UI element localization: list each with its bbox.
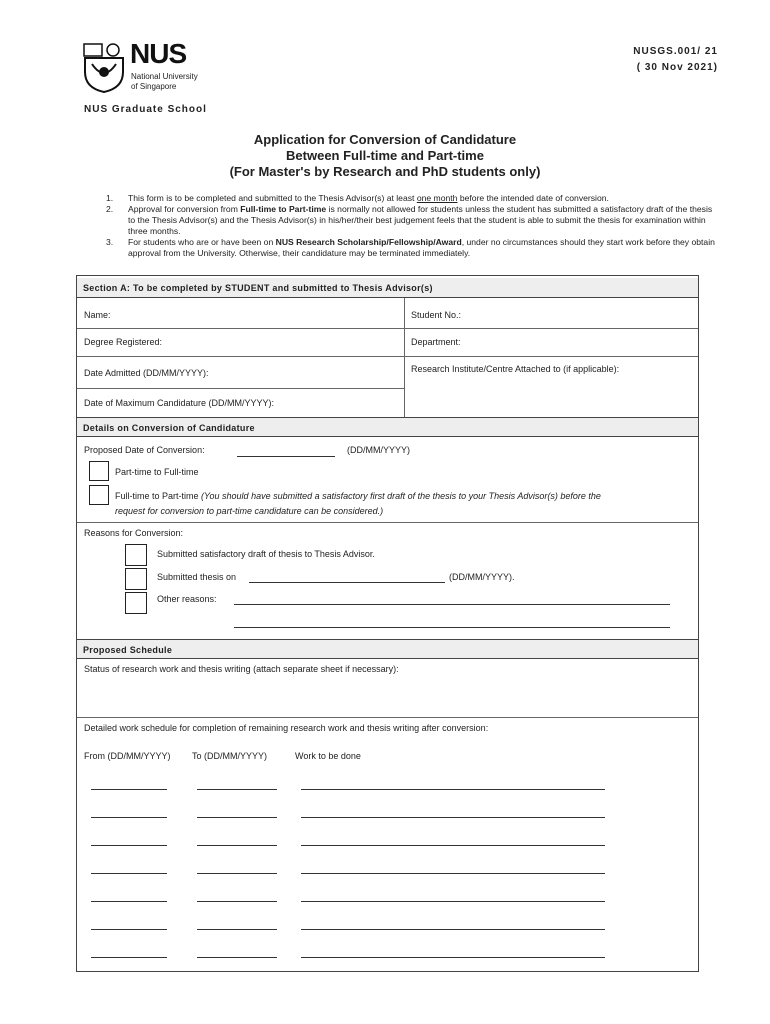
schedule-from-input[interactable] xyxy=(91,957,167,958)
instruction-text: , under no circumstances should they start work before they obtain approval from the University. Otherwise, their candidature may be terminated immediately. xyxy=(128,237,715,258)
section-a-header: Section A: To be completed by STUDENT and submitted to Thesis Advisor(s) xyxy=(77,278,698,298)
schedule-row xyxy=(77,846,698,874)
detail-label: Detailed work schedule for completion of remaining research work and thesis writing after conversion: xyxy=(84,723,489,733)
schedule-row xyxy=(77,818,698,846)
schedule-row xyxy=(77,902,698,930)
full-to-part-note-2 xyxy=(115,506,383,516)
row-divider xyxy=(77,328,698,329)
full-to-part-text: Full-time to Part-time xyxy=(115,491,199,501)
conversion-header: Details on Conversion of Candidature xyxy=(77,417,698,437)
other-reasons-input-2[interactable] xyxy=(234,627,670,628)
col-from-header: From (DD/MM/YYYY) xyxy=(84,751,171,761)
status-label: Status of research work and thesis writing (attach separate sheet if necessary): xyxy=(84,664,399,674)
reason-other-checkbox[interactable] xyxy=(125,592,147,614)
row-divider xyxy=(77,356,698,357)
schedule-header: Proposed Schedule xyxy=(77,639,698,659)
reason-submitted-checkbox[interactable] xyxy=(125,568,147,590)
logo-subtitle-2: of Singapore xyxy=(131,82,177,91)
instruction-number: 1. xyxy=(106,193,114,203)
schedule-row xyxy=(77,930,698,958)
proposed-date-input[interactable] xyxy=(237,456,335,457)
row-divider xyxy=(77,388,404,389)
department-field[interactable]: Department: xyxy=(411,337,461,347)
schedule-work-input[interactable] xyxy=(301,957,605,958)
nus-crest-icon xyxy=(82,42,126,94)
logo-subtitle-1: National University xyxy=(131,72,198,81)
reason-submitted-label: Submitted thesis on xyxy=(157,572,237,582)
submitted-date-input[interactable] xyxy=(249,582,445,583)
full-to-part-label xyxy=(115,491,601,501)
instruction-text: For students who are or have been on xyxy=(128,237,276,247)
column-divider xyxy=(404,298,405,418)
row-divider xyxy=(77,717,698,718)
part-to-full-checkbox[interactable] xyxy=(89,461,109,481)
instruction-text: Approval for conversion from xyxy=(128,204,241,214)
school-name: NUS Graduate School xyxy=(84,104,207,115)
full-to-part-note-text: request for conversion to part-time candidature can be considered.) xyxy=(115,506,384,516)
full-to-part-note: (You should have submitted a satisfactory first draft of the thesis to your Thesis Advisor(s) before the xyxy=(201,491,601,501)
instruction-emphasis: NUS Research Scholarship/Fellowship/Award xyxy=(275,237,462,247)
reason-other-label: Other reasons: xyxy=(157,594,217,604)
instruction-number: 2. xyxy=(106,204,114,214)
instruction-emphasis: Full-time to Part-time xyxy=(240,204,327,214)
col-work-header: Work to be done xyxy=(295,751,361,761)
research-institute-field[interactable]: Research Institute/Centre Attached to (if applicable): xyxy=(411,364,620,374)
instruction-number: 3. xyxy=(106,237,114,247)
name-field[interactable]: Name: xyxy=(84,310,111,320)
schedule-row xyxy=(77,762,698,790)
proposed-date-label: Proposed Date of Conversion: xyxy=(84,445,205,455)
title-line-2: Between Full-time and Part-time xyxy=(286,148,484,163)
application-form xyxy=(76,275,699,972)
degree-field[interactable]: Degree Registered: xyxy=(84,337,163,347)
nus-logo xyxy=(82,38,212,94)
instruction-text: is normally not allowed for students unless the student has submitted a satisfactory draft of the thesis to the Thesis Advisor(s) and the Thesis Advisor(s) in his/her/their best judgement feels that the student is able to submit the thesis for examination within three months. xyxy=(128,204,713,236)
schedule-row xyxy=(77,874,698,902)
date-format-hint: (DD/MM/YYYY) xyxy=(347,445,410,455)
reasons-label: Reasons for Conversion: xyxy=(84,528,184,538)
submitted-date-format: (DD/MM/YYYY). xyxy=(449,572,515,582)
part-to-full-label: Part-time to Full-time xyxy=(115,467,199,477)
date-admitted-field[interactable]: Date Admitted (DD/MM/YYYY): xyxy=(84,368,209,378)
ref-date: ( 30 Nov 2021) xyxy=(636,62,718,73)
logo-wordmark: NUS xyxy=(130,38,187,69)
instruction-emphasis: one month xyxy=(416,193,458,203)
row-divider xyxy=(77,522,698,523)
schedule-to-input[interactable] xyxy=(197,957,277,958)
full-to-part-checkbox[interactable] xyxy=(89,485,109,505)
other-reasons-input-1[interactable] xyxy=(234,604,670,605)
form-reference xyxy=(633,44,718,76)
max-candidature-field[interactable]: Date of Maximum Candidature (DD/MM/YYYY): xyxy=(84,398,275,408)
ref-code: NUSGS.001/ 21 xyxy=(633,46,718,57)
student-no-field[interactable]: Student No.: xyxy=(411,310,462,320)
title-line-1: Application for Conversion of Candidature xyxy=(253,132,517,147)
schedule-row xyxy=(77,790,698,818)
instruction-text: before the intended date of conversion. xyxy=(457,193,609,203)
reason-draft-label: Submitted satisfactory draft of thesis to Thesis Advisor. xyxy=(157,549,375,559)
title-line-3: (For Master's by Research and PhD students only) xyxy=(229,164,541,179)
col-to-header: To (DD/MM/YYYY) xyxy=(192,751,268,761)
instruction-text: This form is to be completed and submitted to the Thesis Advisor(s) at least xyxy=(128,193,417,203)
reason-draft-checkbox[interactable] xyxy=(125,544,147,566)
